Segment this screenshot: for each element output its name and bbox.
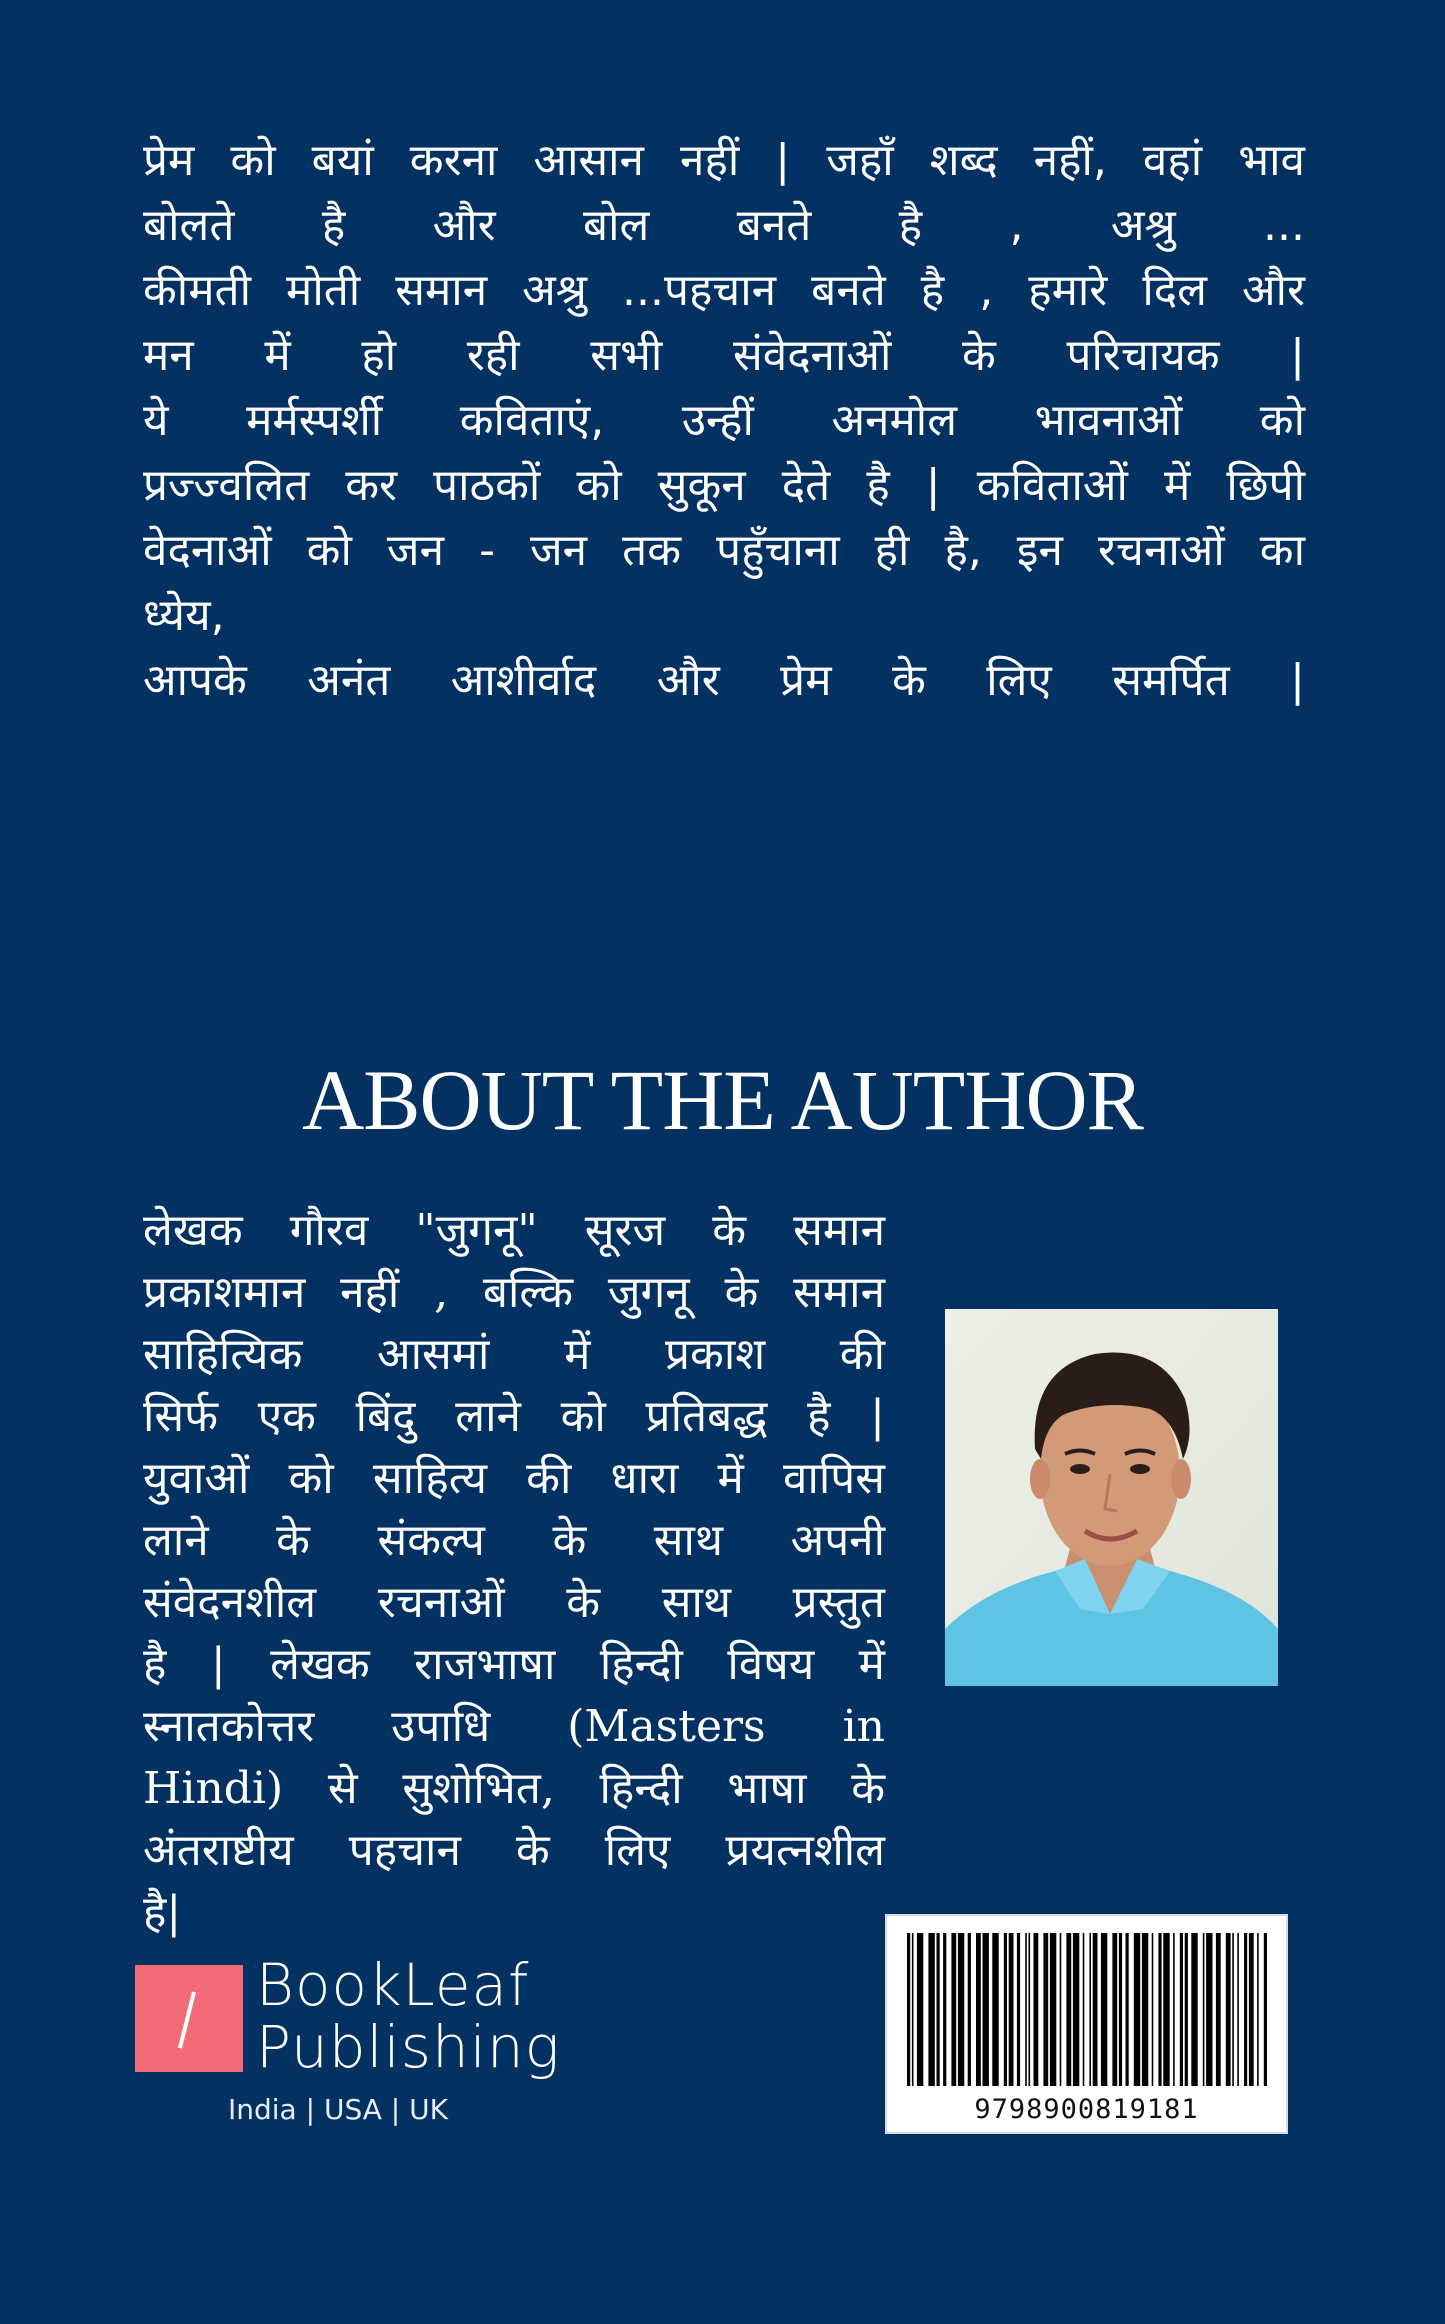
barcode-bar: [951, 1933, 956, 2086]
barcode-bar: [1152, 1933, 1154, 2086]
publisher-name-line2: Publishing: [256, 2013, 561, 2081]
text-line: प्रेम को बयां करना आसान नहीं | जहाँ शब्द नहीं, वहां भाव: [143, 135, 1305, 186]
barcode-bar: [1043, 1933, 1048, 2086]
barcode-bar: [1101, 1933, 1107, 2086]
barcode-bar: [1191, 1933, 1197, 2086]
publisher-name-line1: BookLeaf: [256, 1951, 530, 2019]
text-line: युवाओं को साहित्य की धारा में वापिस: [143, 1453, 885, 1504]
text-line: है|: [143, 1887, 182, 1938]
text-line: संवेदनशील रचनाओं के साथ प्रस्तुत: [143, 1577, 885, 1628]
isbn-number: 9798900819181: [974, 2094, 1199, 2125]
text-line: Hindi) से सुशोभित, हिन्दी भाषा के: [143, 1763, 885, 1814]
text-line: मन में हो रही सभी संवेदनाओं के परिचायक |: [143, 330, 1305, 381]
author-photo: [945, 1309, 1278, 1686]
barcode-bar: [1173, 1933, 1175, 2086]
text-line: ध्येय,: [143, 590, 225, 641]
barcode-bar: [1180, 1933, 1183, 2086]
text-line: है | लेखक राजभाषा हिन्दी विषय में: [143, 1639, 885, 1690]
barcode-bar: [937, 1933, 940, 2086]
barcode-bar: [1119, 1933, 1122, 2086]
barcode-bar: [1158, 1933, 1161, 2086]
text-line: ये मर्मस्पर्शी कविताएं, उन्हीं अनमोल भावनाओं को: [143, 395, 1305, 446]
barcode-bar: [1083, 1933, 1085, 2086]
text-line: साहित्यिक आसमां में प्रकाश की: [143, 1329, 885, 1380]
author-bio-text: [143, 1200, 885, 1944]
barcode-bar: [928, 1933, 934, 2086]
barcode-bar: [907, 1933, 910, 2086]
barcode-bar: [1093, 1933, 1098, 2086]
barcode-bar: [1073, 1933, 1079, 2086]
barcode-bar: [1226, 1933, 1231, 2086]
barcode-bar: [1216, 1933, 1221, 2086]
barcode-bar: [1089, 1933, 1091, 2086]
barcode-bar: [1034, 1933, 1039, 2086]
barcode-bar: [1050, 1933, 1056, 2086]
barcode-bar: [1206, 1933, 1212, 2086]
text-line: लेखक गौरव "जुगनू" सूरज के समान: [143, 1205, 885, 1256]
barcode-bar: [1112, 1933, 1117, 2086]
barcode-bar: [1257, 1933, 1259, 2086]
barcode-bar: [943, 1933, 946, 2086]
text-line: वेदनाओं को जन - जन तक पहुँचाना ही है, इन रचनाओं का: [143, 525, 1305, 576]
barcode-bar: [1203, 1933, 1205, 2086]
text-line: बोलते है और बोल बनते है , अश्रु ...: [143, 200, 1305, 251]
barcode-bar: [1017, 1933, 1020, 2086]
barcode-bar: [912, 1933, 914, 2086]
text-line: स्नातकोत्तर उपाधि (Masters in: [143, 1701, 885, 1752]
barcode-bar: [1025, 1933, 1027, 2086]
logo-mark: [135, 1965, 243, 2072]
barcode-bar: [983, 1933, 989, 2086]
text-line: प्रकाशमान नहीं , बल्कि जुगनू के समान: [143, 1267, 885, 1318]
barcode-bar: [1009, 1933, 1014, 2086]
barcode-bar: [1060, 1933, 1062, 2086]
barcode-bar: [1134, 1933, 1140, 2086]
slash-icon: [178, 1991, 196, 2048]
barcode-bar: [1249, 1933, 1254, 2086]
text-line: कीमती मोती समान अश्रु ...पहचान बनते है , हमारे दिल और: [143, 265, 1305, 316]
barcode-bar: [917, 1933, 923, 2086]
text-line: प्रज्ज्वलित कर पाठकों को सुकून देते है | कविताओं में छिपी: [143, 460, 1305, 511]
barcode-bar: [968, 1933, 971, 2086]
barcode-bar: [1163, 1933, 1169, 2086]
barcode-bar: [1066, 1933, 1071, 2086]
publisher-countries: India | USA | UK: [228, 2093, 448, 2126]
barcode-bar: [1185, 1933, 1188, 2086]
barcode-bar: [1142, 1933, 1148, 2086]
barcode-bar: [1029, 1933, 1031, 2086]
text-line: लाने के संकल्प के साथ अपनी: [143, 1515, 885, 1566]
barcode-bar: [992, 1933, 998, 2086]
barcode-bars: [907, 1933, 1269, 2086]
text-line: अंतराष्टीय पहचान के लिए प्रयत्नशील: [143, 1825, 885, 1876]
barcode-bar: [1232, 1933, 1234, 2086]
barcode-bar: [1126, 1933, 1129, 2086]
isbn-barcode: [885, 1914, 1288, 2134]
barcode-bar: [1244, 1933, 1247, 2086]
barcode-bar: [1004, 1933, 1007, 2086]
about-author-heading: ABOUT THE AUTHOR: [302, 1052, 1143, 1148]
barcode-bar: [958, 1933, 964, 2086]
blurb-text: [143, 128, 1305, 713]
barcode-bar: [1237, 1933, 1239, 2086]
text-line: सिर्फ एक बिंदु लाने को प्रतिबद्ध है |: [143, 1391, 885, 1442]
barcode-bar: [976, 1933, 981, 2086]
text-line: आपके अनंत आशीर्वाद और प्रेम के लिए समर्पित |: [143, 655, 1305, 706]
barcode-bar: [1264, 1933, 1267, 2086]
